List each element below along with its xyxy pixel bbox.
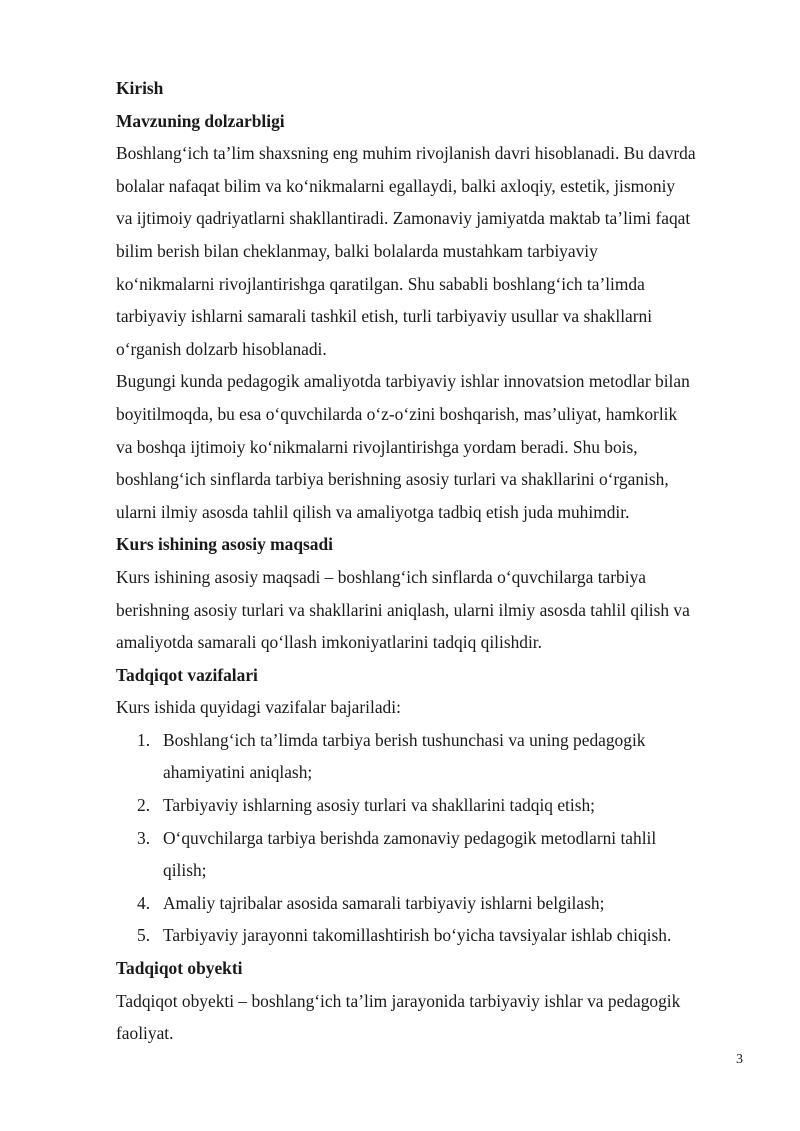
relevance-heading: Mavzuning dolzarbligi	[116, 110, 285, 131]
text-line: ularni ilmiy asosda tahlil qilish va amaliyotga tadbiq etish juda muhimdir.	[116, 501, 630, 522]
tasks-heading: Tadqiqot vazifalari	[116, 664, 258, 685]
goal-heading: Kurs ishining asosiy maqsadi	[116, 534, 333, 555]
text-line: boshlang‘ich sinflarda tarbiya berishning asosiy turlari va shakllarini o‘rganish,	[116, 469, 669, 490]
object-heading: Tadqiqot obyekti	[116, 958, 243, 979]
text-line: Tarbiyaviy ishlarning asosiy turlari va shakllarini tadqiq etish;	[163, 795, 596, 816]
object-paragraph	[116, 985, 746, 1050]
list-number: 3.	[137, 827, 151, 848]
list-number: 4.	[137, 892, 151, 913]
text-line: Kurs ishining asosiy maqsadi – boshlang‘ich sinflarda o‘quvchilarga tarbiya	[116, 566, 646, 587]
list-item	[116, 887, 746, 920]
list-number: 2.	[137, 795, 151, 816]
text-line: boyitilmoqda, bu esa o‘quvchilarda o‘z-o‘zini boshqarish, mas’uliyat, hamkorlik	[116, 403, 678, 424]
text-line: Boshlang‘ich ta’lim shaxsning eng muhim rivojlanish davri hisoblanadi. Bu davrda	[116, 143, 696, 164]
text-line: va ijtimoiy qadriyatlarni shakllantiradi. Zamonaviy jamiyatda maktab ta’limi faqat	[116, 208, 691, 229]
tasks-intro: Kurs ishida quyidagi vazifalar bajariladi:	[116, 697, 401, 718]
text-line: bilim berish bilan cheklanmay, balki bolalarda mustahkam tarbiyaviy	[116, 240, 598, 261]
page-number: 3	[736, 1052, 743, 1067]
text-line: Amaliy tajribalar asosida samarali tarbiyaviy ishlarni belgilash;	[163, 892, 605, 913]
tasks-list	[116, 724, 746, 952]
relevance-paragraph-1	[116, 137, 746, 365]
list-number: 1.	[137, 729, 151, 750]
text-line: va boshqa ijtimoiy ko‘nikmalarni rivojlantirishga yordam beradi. Shu bois,	[116, 436, 638, 457]
text-line: qilish;	[163, 860, 207, 881]
list-item	[116, 789, 746, 822]
text-line: Tadqiqot obyekti – boshlang‘ich ta’lim jarayonida tarbiyaviy ishlar va pedagogik	[116, 990, 681, 1011]
intro-heading: Kirish	[116, 78, 164, 98]
text-line: o‘rganish dolzarb hisoblanadi.	[116, 338, 327, 359]
text-line: Tarbiyaviy jarayonni takomillashtirish bo‘yicha tavsiyalar ishlab chiqish.	[163, 925, 672, 946]
document-page	[116, 72, 746, 1050]
text-line: berishning asosiy turlari va shakllarini aniqlash, ularni ilmiy asosda tahlil qilish va	[116, 599, 690, 620]
list-item	[116, 724, 746, 789]
text-line: faoliyat.	[116, 1023, 174, 1044]
text-line: bolalar nafaqat bilim va ko‘nikmalarni egallaydi, balki axloqiy, estetik, jismoniy	[116, 175, 676, 196]
text-line: ahamiyatini aniqlash;	[163, 762, 313, 783]
relevance-paragraph-2	[116, 365, 746, 528]
list-item	[116, 822, 746, 887]
text-line: amaliyotda samarali qo‘llash imkoniyatlarini tadqiq qilishdir.	[116, 632, 542, 653]
list-item	[116, 919, 746, 952]
text-line: O‘quvchilarga tarbiya berishda zamonaviy pedagogik metodlarni tahlil	[163, 827, 657, 848]
text-line: Boshlang‘ich ta’limda tarbiya berish tushunchasi va uning pedagogik	[163, 729, 646, 750]
list-number: 5.	[137, 925, 151, 946]
text-line: ko‘nikmalarni rivojlantirishga qaratilgan. Shu sababli boshlang‘ich ta’limda	[116, 273, 645, 294]
goal-paragraph	[116, 561, 746, 659]
text-line: tarbiyaviy ishlarni samarali tashkil etish, turli tarbiyaviy usullar va shakllarni	[116, 306, 653, 327]
text-line: Bugungi kunda pedagogik amaliyotda tarbiyaviy ishlar innovatsion metodlar bilan	[116, 371, 690, 392]
